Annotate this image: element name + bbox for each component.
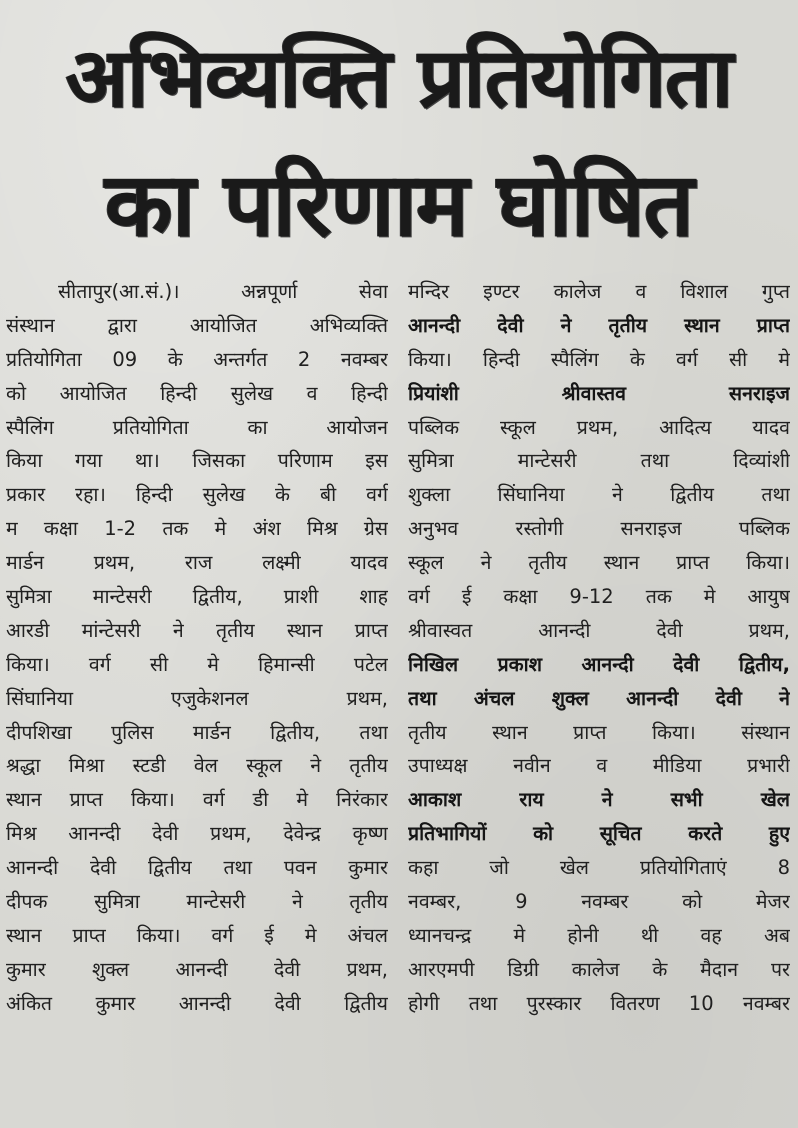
text-line: निखिल प्रकाश आनन्दी देवी द्वितीय,: [408, 652, 790, 676]
text-line: श्रद्धा मिश्रा स्टडी वेल स्कूल ने तृतीय: [6, 754, 388, 778]
text-line: सीतापुर(आ.सं.)। अन्नपूर्णा सेवा: [58, 280, 388, 303]
text-line: कहा जो खेल प्रतियोगिताएं 8: [408, 856, 790, 880]
text-line: प्रियांशी श्रीवास्तव सनराइज: [408, 381, 790, 405]
text-line: स्थान प्राप्त किया। वर्ग डी मे निरंकार: [6, 788, 388, 812]
text-line: किया गया था। जिसका परिणाम इस: [6, 449, 388, 473]
text-line: प्रकार रहा। हिन्दी सुलेख के बी वर्ग: [6, 483, 388, 507]
text-line: मन्दिर इण्टर कालेज व विशाल गुप्त: [408, 280, 790, 303]
text-line: स्थान प्राप्त किया। वर्ग ई मे अंचल: [6, 923, 388, 947]
text-line: कुमार शुक्ल आनन्दी देवी प्रथम,: [6, 957, 388, 981]
text-line: आरडी मांन्टेसरी ने तृतीय स्थान प्राप्त: [6, 618, 388, 642]
text-line: स्कूल ने तृतीय स्थान प्राप्त किया।: [408, 551, 790, 575]
headline-line-1: अभिव्यक्ति प्रतियोगिता: [65, 31, 733, 126]
text-line: दीपशिखा पुलिस मार्डन द्वितीय, तथा: [6, 720, 388, 744]
text-line: सुमित्रा मान्टेसरी तथा दिव्यांशी: [408, 449, 790, 473]
text-line: नवम्बर, 9 नवम्बर को मेजर: [408, 890, 790, 914]
text-line: उपाध्यक्ष नवीन व मीडिया प्रभारी: [408, 754, 790, 778]
text-line: प्रतियोगिता 09 के अन्तर्गत 2 नवम्बर: [6, 347, 388, 371]
text-line: मार्डन प्रथम, राज लक्ष्मी यादव: [6, 551, 388, 575]
text-line: सुमित्रा मान्टेसरी द्वितीय, प्राशी शाह: [6, 585, 388, 609]
text-line: स्पैलिंग प्रतियोगिता का आयोजन: [6, 415, 388, 439]
text-line: श्रीवास्वत आनन्दी देवी प्रथम,: [408, 618, 790, 642]
text-line: अनुभव रस्तोगी सनराइज पब्लिक: [408, 517, 790, 541]
text-line: किया। वर्ग सी मे हिमान्सी पटेल: [6, 652, 388, 676]
headline-line-2: का परिणाम घोषित: [104, 153, 694, 256]
text-line: दीपक सुमित्रा मान्टेसरी ने तृतीय: [6, 890, 388, 914]
text-line: अंकित कुमार आनन्दी देवी द्वितीय: [6, 991, 388, 1015]
text-line: आकाश राय ने सभी खेल: [408, 788, 790, 812]
text-line: किया। हिन्दी स्पैलिंग के वर्ग सी मे: [408, 347, 790, 371]
text-line: तथा अंचल शुक्ल आनन्दी देवी ने: [408, 686, 790, 710]
article-column-right: [408, 275, 790, 1021]
text-line: पब्लिक स्कूल प्रथम, आदित्य यादव: [408, 415, 790, 439]
text-line: प्रतिभागियों को सूचित करते हुए: [408, 822, 790, 846]
text-line: सिंघानिया एजुकेशनल प्रथम,: [6, 686, 388, 710]
article-column-left: [6, 275, 388, 1021]
text-line: संस्थान द्वारा आयोजित अभिव्यक्ति: [6, 313, 388, 337]
text-line: वर्ग ई कक्षा 9-12 तक मे आयुष: [408, 585, 790, 609]
text-line: म कक्षा 1-2 तक मे अंश मिश्र ग्रेस: [6, 517, 388, 541]
text-line: शुक्ला सिंघानिया ने द्वितीय तथा: [408, 483, 790, 507]
text-line: आनन्दी देवी ने तृतीय स्थान प्राप्त: [408, 313, 790, 337]
text-line: आनन्दी देवी द्वितीय तथा पवन कुमार: [6, 856, 388, 880]
text-line: को आयोजित हिन्दी सुलेख व हिन्दी: [6, 381, 388, 405]
text-line: ध्यानचन्द्र मे होनी थी वह अब: [408, 923, 790, 947]
text-line: तृतीय स्थान प्राप्त किया। संस्थान: [408, 720, 790, 744]
text-line: आरएमपी डिग्री कालेज के मैदान पर: [408, 957, 790, 981]
text-line: होगी तथा पुरस्कार वितरण 10 नवम्बर: [408, 991, 790, 1015]
text-line: मिश्र आनन्दी देवी प्रथम, देवेन्द्र कृष्ण: [6, 822, 388, 846]
